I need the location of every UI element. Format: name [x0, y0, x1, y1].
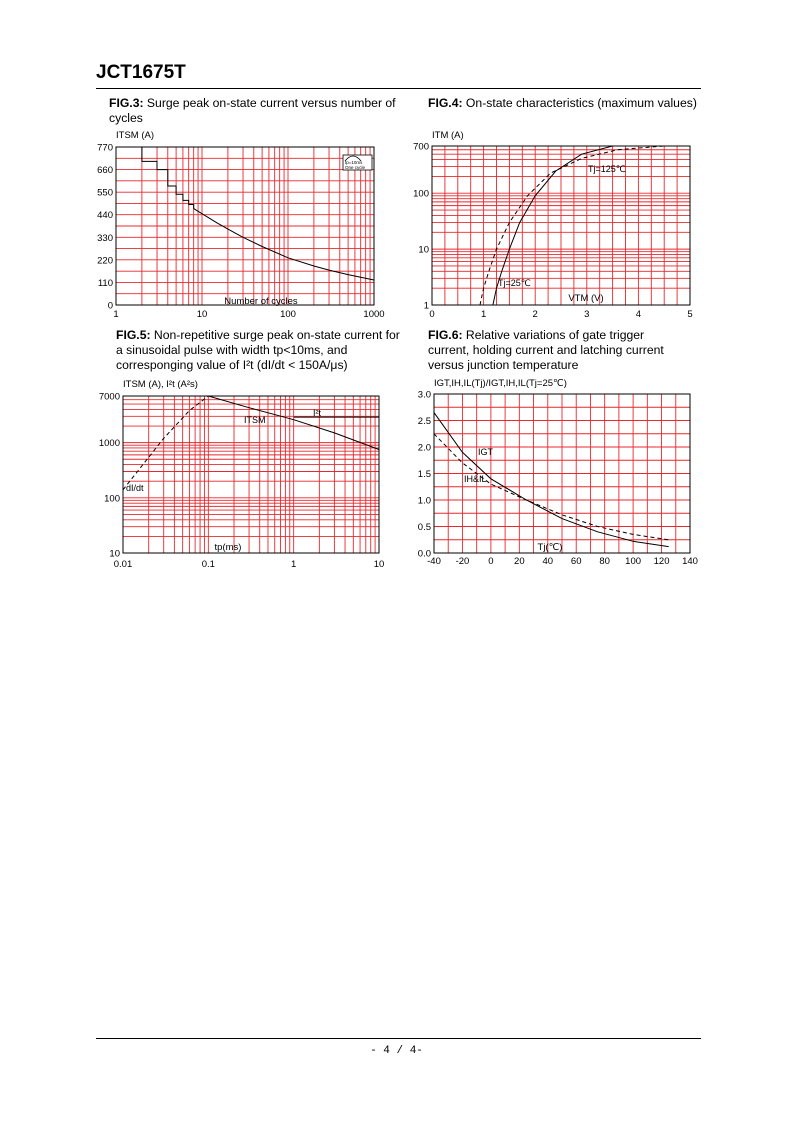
fig4-series-label: Tj=25℃ [498, 278, 531, 288]
fig6-label: FIG.6: [428, 328, 463, 342]
fig4-x-tick: 3 [584, 309, 590, 320]
fig4-chart [412, 128, 707, 320]
fig4-x-tick: 1 [480, 309, 487, 320]
fig5-y-tick: 100 [104, 493, 120, 505]
footer-rule [96, 1038, 701, 1039]
fig3-x-tick: 1000 [363, 309, 385, 320]
fig6-x-tick: 20 [514, 556, 525, 567]
fig6-y-tick: 1.0 [417, 495, 431, 507]
fig6-y-tick: 1.5 [417, 469, 431, 480]
fig6-x-label: Tj(℃) [537, 542, 563, 553]
fig5-label: FIG.5: [116, 328, 151, 342]
fig4-caption [428, 96, 698, 111]
fig5-caption-text: Non-repetitive surge peak on-state current for a sinusoidal pulse with width tp<10ms, and corresponging value of I²t (dI/dt < 150A/μs) [116, 328, 400, 372]
fig6-y-tick: 2.5 [417, 416, 431, 427]
fig5-series-label: ITSM [244, 415, 266, 425]
document-title: JCT1675T [96, 62, 186, 83]
fig6-caption [428, 328, 688, 373]
fig5-series-label: dI/dt [126, 483, 144, 493]
fig6-x-tick: 0 [488, 556, 494, 567]
fig3-y-tick: 110 [97, 277, 113, 289]
fig3-y-tick: 0 [107, 300, 113, 312]
fig6-x-tick: 60 [570, 556, 582, 567]
fig4-y-tick: 10 [418, 244, 429, 256]
fig3-y-tick: 330 [97, 232, 113, 244]
fig4-y-tick: 100 [413, 188, 429, 200]
fig5-x-tick: 10 [373, 559, 385, 570]
fig3-x-tick: 10 [196, 309, 208, 320]
fig3-y-tick: 660 [97, 165, 113, 177]
fig3-chart [86, 128, 396, 320]
fig6-x-tick: -40 [427, 556, 441, 567]
fig4-y-tick: 1 [423, 300, 429, 312]
fig6-y-tick: 0.0 [417, 548, 431, 560]
fig6-y-tick: 3.0 [417, 389, 431, 401]
fig6-y-label: IGT,IH,IL(Tj)/IGT,IH,IL(Tj=25℃) [434, 378, 567, 389]
fig4-x-tick: 0 [429, 309, 435, 320]
page-number: - 4 / 4- [370, 1045, 423, 1057]
fig3-x-tick: 100 [280, 309, 296, 320]
fig6-x-tick: 80 [599, 556, 610, 567]
fig3-y-tick: 440 [97, 210, 113, 222]
fig4-label: FIG.4: [428, 96, 463, 110]
fig6-chart [412, 374, 702, 572]
fig6-x-tick: -20 [455, 556, 470, 567]
fig5-y-label: ITSM (A), I²t (A²s) [123, 379, 198, 390]
fig6-y-tick: 0.5 [417, 522, 431, 533]
fig5-caption [116, 328, 401, 373]
fig6-y-tick: 2.0 [417, 442, 431, 454]
fig5-x-tick: 1 [291, 559, 297, 570]
fig4-caption-text: On-state characteristics (maximum values) [462, 96, 697, 110]
header-rule [96, 88, 701, 89]
fig3-inset-text: One cycle [345, 165, 366, 170]
fig3-label: FIG.3: [109, 96, 144, 110]
fig3-inset-text: tp=10ms [345, 160, 363, 165]
fig6-x-tick: 140 [682, 556, 698, 567]
fig5-x-tick: 0.01 [113, 559, 133, 570]
fig5-x-tick: 0.1 [201, 559, 215, 570]
fig3-caption [109, 96, 409, 126]
fig6-x-tick: 120 [653, 556, 670, 567]
fig5-y-tick: 7000 [98, 391, 120, 403]
fig5-chart [98, 374, 393, 572]
fig3-x-label: Number of cycles [224, 296, 298, 307]
fig6-caption-text: Relative variations of gate trigger current, holding current and latching current versus junction temperature [428, 328, 664, 372]
fig4-y-label: ITM (A) [432, 130, 464, 141]
fig6-x-tick: 100 [625, 556, 642, 567]
fig3-y-label: ITSM (A) [116, 130, 154, 141]
fig4-x-tick: 2 [532, 309, 538, 320]
fig4-x-tick: 5 [687, 309, 693, 320]
fig5-series-label: I²t [313, 408, 321, 418]
fig3-y-tick: 550 [97, 187, 113, 199]
fig6-series-label: IGT [478, 447, 493, 457]
fig3-y-tick: 770 [97, 142, 113, 154]
fig6-series-label: IH&IL [464, 474, 487, 484]
fig3-y-tick: 220 [97, 255, 113, 267]
fig3-x-tick: 1 [113, 309, 119, 320]
fig4-x-tick: 4 [635, 309, 642, 320]
fig5-y-tick: 10 [109, 548, 120, 560]
fig5-x-label: tp(ms) [214, 542, 242, 553]
fig4-series-label: Tj=125℃ [588, 164, 626, 174]
fig3-caption-text: Surge peak on-state current versus number of cycles [109, 96, 396, 125]
fig6-x-tick: 40 [542, 556, 554, 567]
fig4-x-label: VTM (V) [568, 293, 604, 304]
fig5-y-tick: 1000 [98, 438, 120, 450]
fig4-y-tick: 700 [413, 141, 429, 153]
